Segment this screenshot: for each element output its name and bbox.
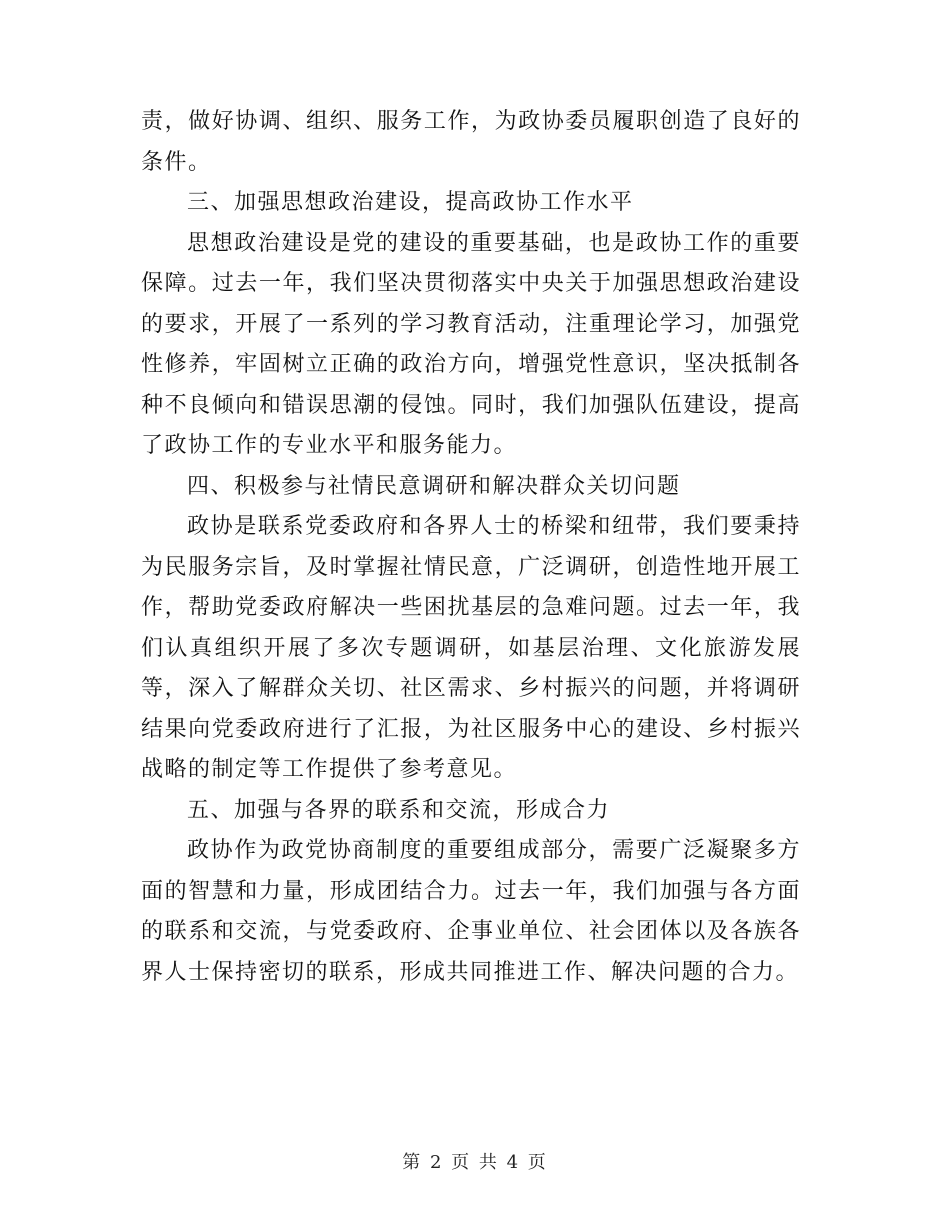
paragraph-section-3: 思想政治建设是党的建设的重要基础，也是政协工作的重要保障。过去一年，我们坚决贯彻落实中央关于加强思想政治建设的要求，开展了一系列的学习教育活动，注重理论学习，加强党性修养，牢固树立正确的政治方向，增强党性意识，坚决抵制各种不良倾向和错误思潮的侵蚀。同时，我们加强队伍建设，提高了政协工作的专业水平和服务能力。: [141, 230, 801, 458]
section-heading-5: 五、加强与各界的联系和交流，形成合力: [187, 797, 611, 823]
section-heading-4: 四、积极参与社情民意调研和解决群众关切问题: [187, 473, 681, 499]
section-heading-3: 三、加强思想政治建设，提高政协工作水平: [187, 190, 634, 215]
page-number-footer: 第 2 页 共 4 页: [402, 1152, 548, 1173]
paragraph-section-4: 政协是联系党委政府和各界人士的桥梁和纽带，我们要秉持为民服务宗旨，及时掌握社情民意，广泛调研，创造性地开展工作，帮助党委政府解决一些困扰基层的急难问题。过去一年，我们认真组织开展了多次专题调研，如基层治理、文化旅游发展等，深入了解群众关切、社区需求、乡村振兴的问题，并将调研结果向党委政府进行了汇报，为社区服务中心的建设、乡村振兴战略的制定等工作提供了参考意见。: [141, 514, 801, 782]
paragraph-continuation: 责，做好协调、组织、服务工作，为政协委员履职创造了良好的条件。: [141, 109, 801, 175]
paragraph-section-5: 政协作为政党协商制度的重要组成部分，需要广泛凝聚多方面的智慧和力量，形成团结合力。过去一年，我们加强与各方面的联系和交流，与党委政府、企事业单位、社会团体以及各族各界人士保持密切的联系，形成共同推进工作、解决问题的合力。: [141, 838, 801, 985]
document-body: [141, 102, 801, 993]
